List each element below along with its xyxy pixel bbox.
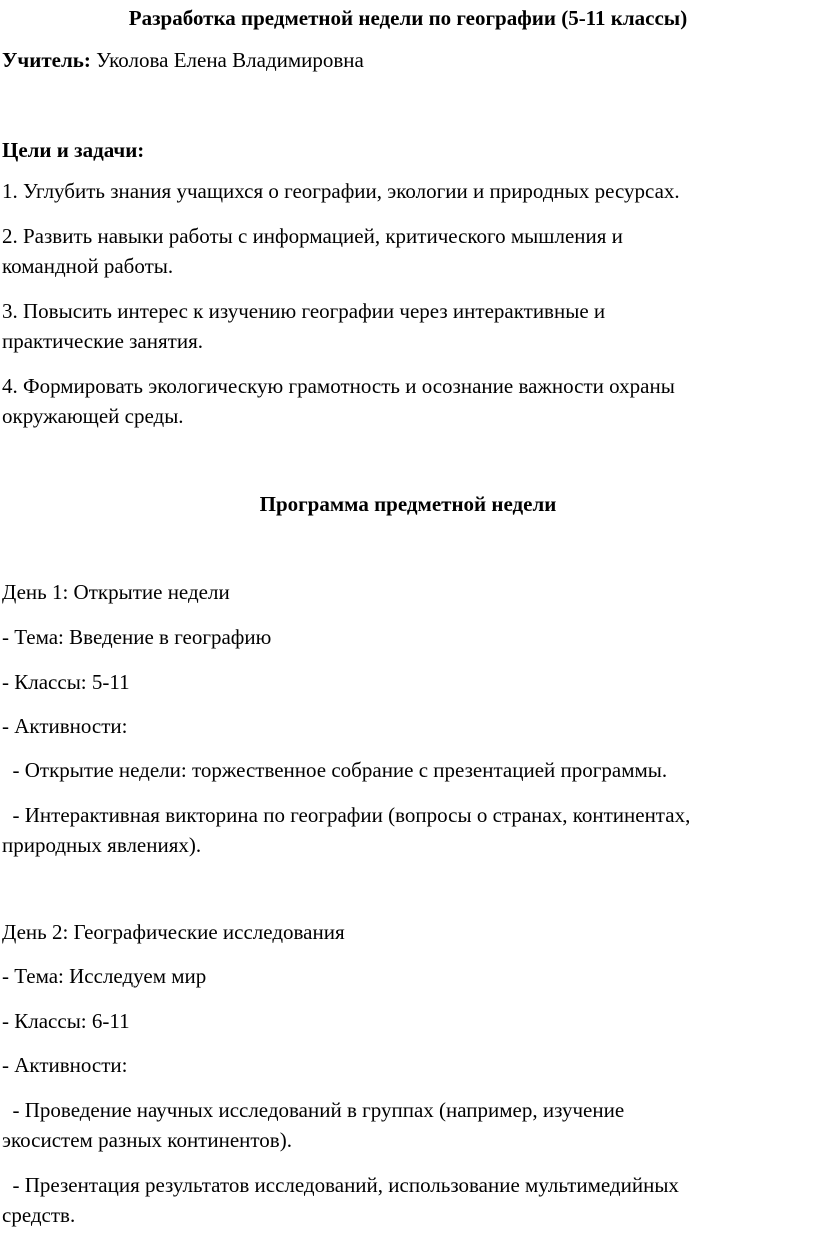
day1-activity: - Интерактивная викторина по географии (вопросы о странах, континентах, [2, 803, 691, 827]
day2-title: День 2: Географические исследования [2, 920, 345, 944]
teacher-name: Уколова Елена Владимировна [90, 48, 364, 72]
document-title: Разработка предметной недели по географии (5-11 классы) [128, 6, 688, 30]
teacher-label: Учитель: [2, 48, 91, 72]
day1-activities-label: - Активности: [2, 714, 128, 738]
day2-classes: - Классы: 6-11 [2, 1009, 130, 1033]
day1-activity-continuation: природных явлениях). [2, 833, 202, 857]
day2-activities-label: - Активности: [2, 1053, 128, 1077]
day1-title: День 1: Открытие недели [2, 580, 230, 604]
day2-activity: - Презентация результатов исследований, использование мультимедийных [2, 1173, 679, 1197]
day1-classes: - Классы: 5-11 [2, 670, 130, 694]
day2-activity: - Проведение научных исследований в группах (например, изучение [2, 1098, 625, 1122]
goals-heading: Цели и задачи: [2, 138, 145, 162]
day2-activity-continuation: средств. [2, 1203, 76, 1227]
program-heading: Программа предметной недели [259, 492, 557, 516]
goal-item: 3. Повысить интерес к изучению географии через интерактивные и [2, 299, 606, 323]
goal-item-continuation: окружающей среды. [2, 404, 184, 428]
day2-theme: - Тема: Исследуем мир [2, 964, 207, 988]
teacher-line [2, 46, 364, 74]
goal-item: 4. Формировать экологическую грамотность и осознание важности охраны [2, 374, 675, 398]
goal-item: 2. Развить навыки работы с информацией, критического мышления и [2, 224, 623, 248]
goal-item-continuation: командной работы. [2, 254, 174, 278]
day2-activity-continuation: экосистем разных континентов). [2, 1128, 292, 1152]
day1-theme: - Тема: Введение в географию [2, 625, 272, 649]
goal-item: 1. Углубить знания учащихся о географии, экологии и природных ресурсах. [2, 179, 680, 203]
goal-item-continuation: практические занятия. [2, 329, 203, 353]
day1-activity: - Открытие недели: торжественное собрание с презентацией программы. [2, 758, 668, 782]
